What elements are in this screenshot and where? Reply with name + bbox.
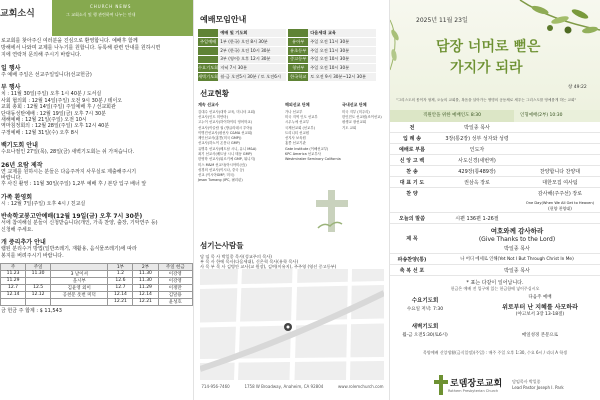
sermon-preacher: 박일종 목사: [504, 245, 530, 252]
list-item: 한인전도 선교원(조이선교): [342, 114, 382, 119]
fellowship-note: 목양예배 신앙생활(금식일정)(주일) : 매주 주일 오후 1:30, 수요 6시 / 리더 A 학생: [422, 350, 568, 355]
news-item-line: 사회 협의회 : 12월 14일(주일) 오전 9시 30분 / 테이오: [1, 97, 123, 104]
table-row: 유아부 주일 오전 11시 30분: [288, 38, 376, 47]
order-of-worship-panel: [390, 0, 600, 400]
service-time-2: 인형예배(2부) 10:30: [514, 110, 600, 122]
church-name-en: Rothem Presbyterian Church: [448, 389, 499, 393]
list-item: KPC America 선교부사: [285, 152, 321, 156]
dawn-note: 매일성경 본문으로: [521, 333, 559, 338]
dawn-title: 새벽기도회: [411, 324, 439, 330]
table-row: 주일예배 1부 (한국) 오전 8시 30분: [198, 38, 286, 47]
list-item: 사 목 부 목 사 김병안 교사(교 원장), 김여(이유지), 주주영 (영선 중고등부): [200, 264, 337, 270]
table-row: 12.7 12.5 김윤영 외이 12.7 11.29 이정만: [1, 284, 193, 291]
weekday-services: [390, 292, 600, 350]
list-item: 홍콩 선교기관: [285, 141, 306, 146]
news-item-line: 시 : 12월 7일(주일) 오후 4시 / 친교실: [1, 200, 86, 207]
order-row: 신 앙 고 백 사도신경(새번역): [390, 155, 600, 166]
mission-col-missionaries: 계속 선교사 김대수 선교사(대학 교육, 미니샤 교회) 선교사(인도 미얀마) 고누이 선교사(하이하이티 영어학교) 선교사(이슬람 권 (방글라데시 투아)) 이병진선교사(평선사 C&MA 선교회) 제인선교사(홍콩(미국 GMP)) 선교사(하노이 온몽나 GMP) 유병록 선교사(베트남 시니, 유니 M&A) 최기 선교사(베트남 시니 태동 GMP) 한영학 선교사(튀르키예 GMP, 튀니지) 미스 M&M 선교사(아시아미(신)) 성경의 선교사(이시나, 중국 등) 선교 (이시아GMP, 미국) Jesan Tumang (IPC, 필리핀): [198, 101, 257, 183]
service-time-bar: [390, 110, 600, 122]
list-item: Jesan Tumang (IPC, 필리핀): [198, 178, 243, 183]
table-row: 유초등부 주일 오전 11시 30분: [288, 46, 376, 55]
contact-footer: [194, 384, 390, 389]
list-item: Gate Institute (이해선교부): [285, 146, 329, 151]
address-text: 1758 W Broadway, Anaheim, CA 92804: [244, 384, 324, 389]
order-row: 찬 송 429장(통489장) 찬양합니다 찬양대: [390, 166, 600, 177]
list-item: 부 목 사 한에 목사(다음세대), 신은혁 목사(유학 목사): [200, 258, 299, 264]
list-item: 최기 선교사(베트남 시니 태동 GMP): [198, 152, 252, 156]
worship-info-panel: [193, 0, 390, 400]
list-item: 선교사(이슬람 권 (방글라데시 투아)): [198, 125, 253, 130]
worship-schedule-table: [198, 29, 286, 82]
sermon-series-ref: 창 49:22: [568, 85, 587, 90]
list-item: 미국 지역 인도 선교부: [285, 114, 318, 119]
list-item: 가나 선교부: [285, 109, 303, 114]
list-item: 제인선교사(홍콩(미국 GMP)): [198, 136, 242, 141]
table-row: 11.29 을시부 12.6 11.30 이강영: [1, 277, 193, 284]
dawn-time: 월-금 오전5:30(토6시): [402, 333, 448, 338]
order-row: 파송찬양(통) 나 어디 에세로 인해(Yet Not I But Through Christ In Me): [390, 254, 600, 265]
next-week-label: 다음주 예배: [528, 295, 552, 300]
news-item-line: 바랍니다.: [1, 175, 22, 182]
mission-list: [194, 102, 389, 240]
list-item: 기도 교회: [342, 125, 357, 130]
list-item: 고누이 선교사(하이하이티 영어학교): [198, 120, 252, 125]
sermon-hero: [390, 0, 600, 110]
schedule-title: 예배모임안내: [200, 15, 247, 24]
table-row: 12.14 12.12 공천문 옷번 미덕 12.14 12.14 김달용: [1, 291, 193, 298]
news-item-title: 반속학교봉고안예배(12월 19일(금) 오후 7시 30분): [1, 213, 143, 221]
list-item: 트리니티 선교원: [285, 130, 310, 135]
phone-text: 714-956-7460: [201, 384, 230, 389]
wednesday-time: 수요일 저녁: 7:30: [406, 307, 444, 312]
scripture-row: 오늘의 말씀 시편 136편 1-26절: [390, 213, 600, 224]
news-item-line: 랩된 분리수거 방법(일반쓰레기, 재활용, 음식물쓰레기)에 따라: [1, 246, 137, 253]
table-row: 2부 (한국) 오전 10시 30분: [198, 46, 286, 55]
servants-title: 섬기는사람들: [200, 240, 244, 250]
list-item: 유병록 선교사(베트남 시니, 유니 M&A): [198, 146, 257, 151]
list-item: 국제선교회 (선교부): [285, 125, 315, 130]
list-item: 평생교 장선교회: [342, 120, 367, 125]
news-header: [0, 0, 193, 36]
table-row: 다음세대 교육: [288, 29, 376, 38]
service-time-1: 직원안을 위한 예배인도 8:30: [390, 110, 514, 122]
news-item-line: 역마침정회의 : 12월 28일(주일) 오후 12시 40분: [1, 123, 110, 130]
sermon-row: [390, 224, 600, 254]
news-item-line: 후 사진 촬영 : 11월 30일(주일) 1,2부 예배 후 / 본당 입구 배너 앞: [1, 181, 147, 188]
table-row: 청년부 주일 오전 10시 30분: [288, 64, 376, 73]
list-item: 성경의 선교사(이시나, 중국 등): [198, 167, 245, 172]
wednesday-title: 수요기도회: [411, 298, 439, 304]
order-row: 입 례 송 3장(통2장) 성부 성자와 성령: [390, 133, 600, 144]
list-item: 선교사(하노이 온몽나 GMP): [198, 141, 240, 146]
table-row: 3부 (영어) 오후 12시 30분: [198, 55, 286, 64]
table-row: 새벽기도회 월-금 오전5시 30분 / 토 오전6시: [198, 72, 286, 81]
website-link[interactable]: www.rolemchurch.com: [338, 384, 384, 389]
standing-note: * 표는 다같이 일어납니다.: [466, 280, 524, 286]
table-row: 11.23 11.30 3 날이셔 1.2 11.30 이강영: [1, 270, 193, 277]
church-news-panel: [0, 0, 193, 400]
news-item-line: 서에 참여해실 분들이 신청받습니다(개인, 가족 찬양, 출장, 기악연주 등): [1, 220, 158, 227]
cross-icon: [312, 188, 352, 234]
church-logo-block: [390, 369, 600, 400]
news-item-title: 가족 환영회: [1, 193, 33, 201]
order-list: [390, 122, 600, 276]
news-item-title: 백기도회 안내: [1, 142, 38, 150]
list-item: 김대수 선교사(대학 교육, 미니샤 교회): [198, 109, 256, 114]
news-item-line: 치 : 11월 30일(주일) 오후 1시 40분 / 도서실: [1, 91, 102, 98]
order-row: (헌양 찬양대): [390, 206, 600, 213]
news-item-title: 부 행사: [1, 84, 21, 92]
order-row: 축 복 선 포 박일종 목사: [390, 265, 600, 276]
news-item-title: 26년 요람 제작: [1, 161, 43, 169]
list-item: 선교 (이시아GMP, 미국): [198, 173, 235, 178]
sermon-title: 여호와께 감사하라: [490, 226, 544, 235]
order-row: One Day(When We All Get to Heaven): [525, 200, 595, 205]
sermon-label: 제 목: [406, 236, 418, 242]
education-schedule-table: [288, 29, 376, 82]
list-item: 한영학 선교사(튀르키예 GMP, 튀니지): [198, 157, 256, 162]
sermon-series-title-1: 담장 너머로 뻗은: [436, 39, 541, 55]
list-item: 이병진선교사(평선사 C&MA 선교회): [198, 130, 253, 135]
news-item-title: 일 행사: [1, 65, 21, 72]
news-item-line: 새해예배 : 12월 21일(주일) 오전 10시: [1, 117, 87, 124]
list-item: 선교사(인도 미얀마): [198, 114, 228, 119]
list-item: 담 임 목 사 박일종 목사(성교주의 목사): [200, 253, 272, 259]
mission-col-domestic: 국내선교 단체 미국 지부 (미주리) 한인전도 선교원(조이선교) 평생교 장선교회 기도 교회: [342, 101, 382, 130]
next-week-ref: (야고보서 3장 13-18절): [515, 312, 565, 317]
offering-table: [0, 263, 193, 306]
news-intro: 로교회를 찾아주신 여러분을 진심으로 환영합니다. 예배후 함께 방해에서 나와며 교제를 나누기를 원합니다. 등록해 관련 안내를 원하시면 지에 연락처 문의해 주시기 바랍니다.: [1, 38, 161, 58]
news-item-title: 개 중리추가 안내: [1, 239, 46, 247]
news-item-line: 단대동성탄예배 : 12월 19일(금) 오후 7시 30분: [1, 110, 107, 117]
pastor-name-en: Lead Pastor Joseph I. Park: [512, 384, 564, 390]
list-item: 미국 지부 (미주리): [342, 109, 370, 114]
list-item: 시무누에 선교부: [285, 120, 310, 125]
table-header-row: 주 주일 1부 2부 주일 헌금: [1, 263, 193, 270]
pastor-name: 담임목사 박일종: [512, 378, 541, 384]
sermon-title-en: (Give Thanks to the Lord): [478, 235, 556, 243]
news-item-line: 수요나절인 27일(목), 28일(금) 새벽기도회는 쉬 가져습니다.: [1, 149, 135, 156]
news-item-line: 신청해 주세요.: [1, 226, 34, 233]
news-title: 교회소식: [0, 9, 35, 19]
bulletin-date: 2025년 11월 23일: [416, 17, 468, 24]
table-row: 12.21 12.21 윤성호: [1, 298, 193, 305]
order-row: 찬 양 감사해(주주선) 장로: [406, 191, 583, 197]
mission-title: 선교현황: [200, 88, 229, 98]
church-logo-icon: [434, 375, 448, 395]
news-item-line: 주 예배 주일은 선교주일입니다(선교헌금): [1, 72, 92, 78]
table-row: 중고등부 주일 오전 10시 30분: [288, 55, 376, 64]
next-week-title: 위로부터 난 지혜를 사모하라: [502, 304, 578, 311]
location-map: [200, 269, 384, 380]
street-map-icon: [200, 269, 384, 380]
mission-col-overseas: 해외선교 단체 가나 선교부 미국 지역 인도 선교부 시무누에 선교부 국제선교회 (선교부) 트리니티 선교원 선지사 보육원 홍콩 선교기관 Gate Institute (이해선교부) KPC America 선교부사 Westminster Seminary California: [285, 101, 341, 162]
news-item-line: 교회 총회 : 12월 14일(주일) 주일예배 후 / 선교회관: [1, 104, 116, 111]
church-name: 로뎀장로교회: [450, 379, 503, 389]
order-row: 전 박일종 목사: [390, 122, 600, 133]
news-item-line: 봉지를 버려주시기 바랍니다.: [1, 252, 64, 259]
offering-note: 헌금은 예배 전 입구에 있는 헌금함에 넣어주십시오: [450, 286, 540, 291]
schedule-tables: [194, 29, 389, 82]
table-row: 한국학교 토 오전 9시 30분~12시 30분: [288, 72, 376, 81]
news-item-line: 연 교제를 원하시는 분들은 다음주까지 사무실로 제출해주시기: [1, 168, 137, 175]
list-item: Westminster Seminary California: [285, 157, 341, 162]
order-row: 예배로 부름 인도자: [390, 144, 600, 155]
news-header-sub: 그 교회소식 및 행 관련하여 나누는 안내: [66, 12, 136, 17]
list-item: 선지사 보육원: [285, 136, 306, 141]
list-item: 미스 M&M 선교사(아시아미(신)): [198, 162, 247, 167]
news-item-line: 구정예배 : 12월 31일(수) 오후 8시: [1, 129, 79, 136]
sermon-series-title-2: 가지가 되라: [450, 60, 523, 76]
table-row: 수요기도회 저녁 7시 30분: [198, 64, 286, 73]
order-row: 대 표 기 도 권삼옥 장로 대한모집 여사팀: [390, 177, 600, 188]
news-header-en: CHURCH NEWS: [90, 4, 132, 9]
church-vision: "그리스도의 몸이자 형제, 오늘의 교회를, 복음을 살아가는 생명의 공동체로 세우는 그리스도를 영예롭게 하는 교회": [396, 98, 577, 102]
offering-total: 금 헌금 주 합계 : $ 11,543: [1, 307, 62, 314]
table-row: 예배 및 기도회: [198, 29, 286, 38]
